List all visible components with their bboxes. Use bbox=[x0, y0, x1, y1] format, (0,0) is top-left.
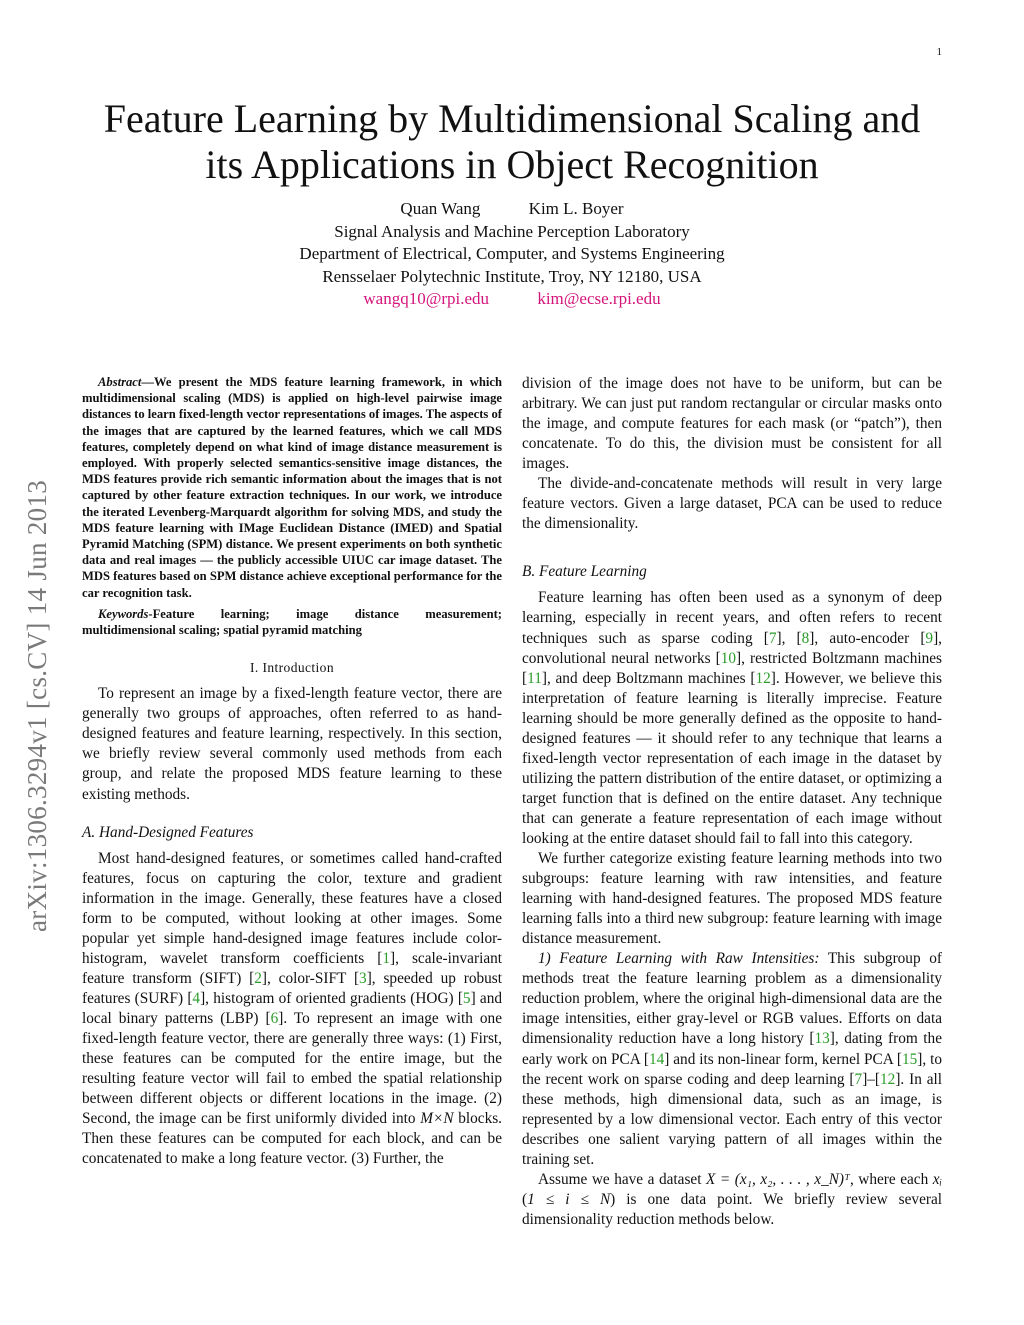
page-number: 1 bbox=[936, 46, 942, 58]
divide-concatenate-paragraph: The divide-and-concatenate methods will result in very large feature vectors. Given a large dataset, PCA can be used to reduce the dimensionality. bbox=[522, 475, 942, 533]
keywords-text: -Feature learning; image distance measurement; multidimensional scaling; spatial pyramid matching bbox=[82, 606, 502, 638]
author-block bbox=[0, 198, 1024, 311]
citation-link[interactable]: 4 bbox=[192, 989, 201, 1007]
keywords-label: Keywords bbox=[98, 606, 149, 621]
title-line-1: Feature Learning by Multidimensional Scaling and bbox=[103, 96, 921, 141]
section-heading-introduction: I. Introduction bbox=[250, 660, 334, 676]
math-expression: xᵢ bbox=[932, 1170, 943, 1188]
citation-link[interactable]: 6 bbox=[270, 1010, 279, 1027]
citation-link[interactable]: 11 bbox=[527, 669, 542, 687]
citation-link[interactable]: 5 bbox=[462, 989, 471, 1007]
citation-link[interactable]: 9 bbox=[925, 629, 934, 647]
intro-paragraph: To represent an image by a fixed-length feature vector, there are generally two groups of approaches, often referred to as hand-designed features and feature learning, respectively. In this section, we briefly review several commonly used methods from each group, and relate the proposed MDS feature learning to these existing methods. bbox=[82, 685, 502, 803]
subsection-heading-feature-learning: B. Feature Learning bbox=[522, 563, 647, 581]
email-link-1[interactable]: wangq10@rpi.edu bbox=[363, 289, 490, 308]
keywords bbox=[82, 606, 502, 638]
left-column bbox=[82, 374, 502, 1169]
hand-designed-paragraph: Most hand-designed features, or sometimes called hand-crafted features, focus on capturing the color, texture and gradient information in the image. Generally, these features have a closed form to be computed, without looking at other images. Some popular yet simple hand-designed image features include color-histogram, wavelet transform coefficients [1], scale-invariant feature transform (SIFT) [2], color-SIFT [3], speeded up robust features (SURF) [4], histogram of oriented gradients (HOG) [5] and local binary patterns (LBP) [6]. To represent an image with one fixed-length feature vector, there are generally three ways: (1) First, these features can be computed for the entire image, but the resulting feature vector will fail to embed the spatial relationship between different objects or different locations in the image. (2) Second, the image can be first uniformly divided into M×N blocks. Then these features can be computed for each block, and can be concatenated to make a long feature vector. (3) Further, the bbox=[82, 849, 503, 1168]
author-names bbox=[0, 198, 1024, 221]
math-expression: X = (x₁, x₂, . . . , x_N)ᵀ bbox=[706, 1170, 850, 1188]
continued-paragraph: division of the image does not have to be uniform, but can be arbitrary. We can just put random rectangular or circular masks onto the image, and compute features for each mask (or “patch”), then concatenate. To do this, the division must be consistent for all images. bbox=[522, 375, 942, 473]
citation-link[interactable]: 10 bbox=[720, 649, 737, 667]
citation-link[interactable]: 7 bbox=[854, 1070, 863, 1088]
author-1: Quan Wang bbox=[400, 199, 481, 218]
affiliation-1: Signal Analysis and Machine Perception Laboratory bbox=[334, 221, 690, 241]
affiliation-3: Rensselaer Polytechnic Institute, Troy, NY 12180, USA bbox=[322, 266, 702, 286]
citation-link[interactable]: 12 bbox=[880, 1070, 896, 1088]
math-expression: 1 ≤ i ≤ N bbox=[527, 1190, 611, 1208]
citation-link[interactable]: 14 bbox=[648, 1050, 665, 1068]
abstract bbox=[82, 374, 502, 601]
author-emails bbox=[0, 288, 1024, 311]
citation-link[interactable]: 1 bbox=[382, 949, 391, 967]
abstract-text: —We present the MDS feature learning framework, in which multidimensional scaling (MDS) is applied on high-level pairwise image distances to learn fixed-length vector representations of images. The aspects of the images that are captured by the learned features, which we call MDS features, completely depend on what kind of image distance measurement is employed. With properly selected semantics-sensitive image distances, the MDS features provide rich semantic information about the images that is not captured by other feature extraction techniques. In our work, we introduce the iterated Levenberg-Marquardt algorithm for solving MDS, and study the MDS feature learning with IMage Euclidean Distance (IMED) and Spatial Pyramid Matching (SPM) distance. We present experiments on both synthetic data and real images — the publicly accessible UIUC car image dataset. The MDS features based on SPM distance achieve exceptional performance for the car recognition task. bbox=[82, 375, 502, 600]
citation-link[interactable]: 15 bbox=[901, 1050, 918, 1068]
citation-link[interactable]: 13 bbox=[814, 1030, 830, 1048]
citation-link[interactable]: 3 bbox=[359, 969, 367, 987]
affiliation-2: Department of Electrical, Computer, and Systems Engineering bbox=[299, 244, 725, 263]
title-line-2: its Applications in Object Recognition bbox=[205, 142, 819, 187]
citation-link[interactable]: 8 bbox=[801, 629, 810, 647]
raw-intensities-paragraph: 1) Feature Learning with Raw Intensities: This subgroup of methods treat the feature learning problem as a dimensionality reduction problem, where the original high-dimensional data are the image intensities, either gray-level or RGB values. Efforts on data dimensionality reduction have a long history [13], dating from the early work on PCA [14] and its non-linear form, kernel PCA [15], to the recent work on sparse coding and deep learning [7]–[12]. In all these methods, high dimensional data, such as an image, is represented by a low dimensional vector. Each entry of this vector describes one salient varying pattern of all images within the training set. bbox=[522, 950, 942, 1168]
email-link-2[interactable]: kim@ecse.rpi.edu bbox=[537, 289, 661, 308]
feature-learning-paragraph: Feature learning has often been used as a synonym of deep learning, especially in recent years, and often refers to recent techniques such as sparse coding [7], [8], auto-encoder [9], convolutional neural networks [10], restricted Boltzmann machines [11], and deep Boltzmann machines [12]. However, we believe this interpretation of feature learning is literally imprecise. Feature learning should be more generally defined as the opposite to hand-designed features — it should refer to any technique that learns a fixed-length vector representation of each image in the dataset by utilizing the pattern distribution of the entire dataset, or optimizing a target function that is defined on the entire dataset. Any technique that can generate a feature representation of each image without looking at the entire dataset should fail to fall into this category. bbox=[522, 589, 943, 847]
dataset-paragraph: Assume we have a dataset X = (x₁, x₂, . . . , x_N)ᵀ, where each xᵢ (1 ≤ i ≤ N) is one data point. We briefly review several dimensionality reduction methods below. bbox=[522, 1170, 943, 1228]
subsubsection-heading-raw-intensities: 1) Feature Learning with Raw Intensities: bbox=[538, 950, 820, 968]
paper-title bbox=[60, 96, 964, 188]
subgroups-paragraph: We further categorize existing feature learning methods into two subgroups: feature learning with raw intensities, and feature learning with hand-designed features. The proposed MDS feature learning falls into a third new subgroup: feature learning with image distance measurement. bbox=[522, 850, 942, 948]
arxiv-identifier[interactable]: arXiv:1306.3294v1 [cs.CV] 14 Jun 2013 bbox=[22, 479, 52, 932]
citation-link[interactable]: 12 bbox=[755, 669, 771, 687]
abstract-label: Abstract bbox=[98, 375, 142, 389]
right-column bbox=[522, 374, 942, 1230]
citation-link[interactable]: 7 bbox=[768, 629, 777, 647]
math-expression: M×N bbox=[420, 1110, 454, 1128]
citation-link[interactable]: 2 bbox=[254, 969, 262, 987]
author-2: Kim L. Boyer bbox=[528, 199, 624, 218]
subsection-heading-hand-designed: A. Hand-Designed Features bbox=[82, 823, 254, 841]
